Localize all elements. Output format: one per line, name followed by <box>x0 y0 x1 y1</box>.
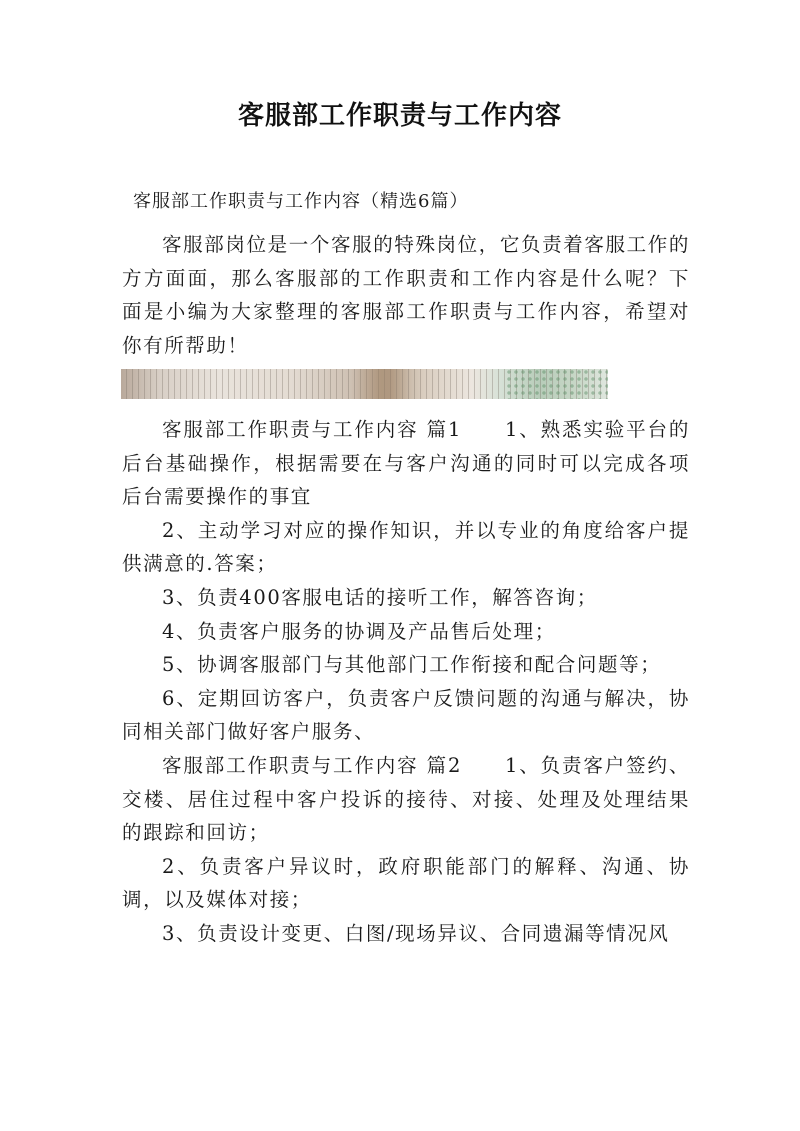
decorative-photo-strip <box>121 369 608 399</box>
document-title: 客服部工作职责与工作内容 <box>237 101 562 131</box>
intro-section <box>122 228 690 362</box>
content-paragraph: 4、负责客户服务的协调及产品售后处理； <box>162 619 556 643</box>
content-paragraph: 3、负责设计变更、白图/现场异议、合同遗漏等情况风 <box>162 921 670 945</box>
content-paragraph: 6、定期回访客户，负责客户反馈问题的沟通与解决，协同相关部门做好客户服务、 <box>122 686 690 744</box>
content-paragraph: 5、协调客服部门与其他部门工作衔接和配合问题等； <box>162 653 662 677</box>
content-section <box>122 413 690 951</box>
content-paragraph: 客服部工作职责与工作内容 篇2 1、负责客户签约、交楼、居住过程中客户投诉的接待、对接、处理及处理结果的跟踪和回访； <box>122 753 690 845</box>
photo-pattern <box>506 369 608 399</box>
content-paragraph: 2、主动学习对应的操作知识，并以专业的角度给客户提供满意的.答案； <box>122 518 690 576</box>
intro-paragraph: 客服部岗位是一个客服的特殊岗位，它负责着客服工作的方方面面，那么客服部的工作职责和工作内容是什么呢？下面是小编为大家整理的客服部工作职责与工作内容，希望对你有所帮助！ <box>122 233 690 357</box>
content-paragraph: 客服部工作职责与工作内容 篇1 1、熟悉实验平台的后台基础操作，根据需要在与客户沟通的同时可以完成各项后台需要操作的事宜 <box>122 418 690 509</box>
content-paragraph: 3、负责400客服电话的接听工作，解答咨询； <box>162 585 598 609</box>
content-paragraph: 2、负责客户异议时，政府职能部门的解释、沟通、协调，以及媒体对接； <box>122 854 690 912</box>
photo-shade <box>351 369 411 399</box>
document-subtitle: 客服部工作职责与工作内容（精选6篇） <box>133 191 469 212</box>
